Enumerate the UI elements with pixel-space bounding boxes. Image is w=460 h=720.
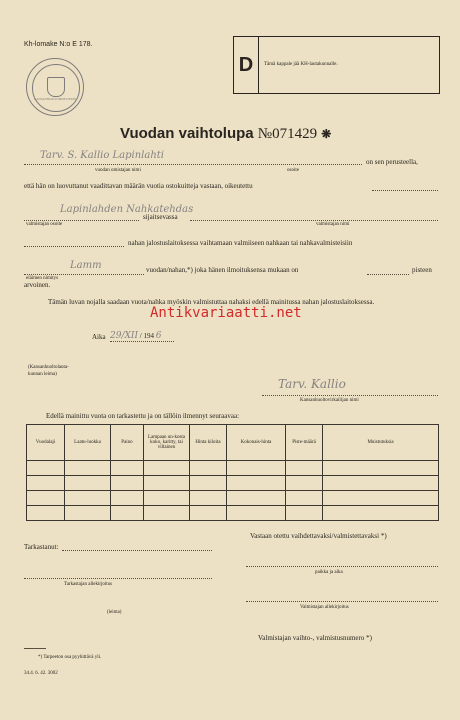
footnote-rule	[24, 648, 46, 649]
caption-valmistajan-nimi: valmistajan nimi	[316, 222, 350, 227]
line-2: että hän on luovuttanut vaadittavan määrän vuotia ostokuitteja vastaan, oikeutettu	[24, 182, 253, 190]
col-paino: Paino	[111, 425, 144, 461]
footnote: *) Tarpeeton osa pyyhittävä yli.	[38, 655, 102, 660]
valmistaja-sig-line	[246, 601, 438, 602]
caption-animal: eläimen nimitys	[26, 276, 59, 281]
table-row	[27, 476, 439, 491]
col-laatuluokka: Laatu-luokka	[65, 425, 111, 461]
col-vuodalaji: Vuodalaji	[27, 425, 65, 461]
tarkastaja-sig-line	[24, 578, 212, 579]
tarkastanut-label: Tarkastanut:	[24, 543, 59, 551]
asterisk-mark: ❋	[321, 127, 332, 141]
copy-box	[233, 36, 440, 94]
permit-number: №071429	[257, 126, 318, 142]
document-title	[120, 125, 331, 143]
watermark: Antikvariaatti.net	[150, 305, 302, 321]
hand-signature: Tarv. Kallio	[278, 377, 346, 391]
line-2-fill	[372, 190, 438, 191]
stamp-caption: (Kansanhuoltolauta-kunnan leima)	[28, 365, 69, 377]
col-kokonaishinta: Kokonais-hinta	[227, 425, 286, 461]
place-time-line	[246, 566, 438, 567]
caption-address: osoite	[287, 168, 299, 173]
hand-manufacturer: Lapinlahden Nahkatehdas	[60, 204, 194, 215]
tarkastanut-line	[62, 550, 212, 551]
aika-value: 29/XII / 194 6	[110, 331, 174, 342]
pisteen: pisteen	[412, 266, 432, 274]
copy-note: Tämä kappale jää KH-lautakunnalle.	[264, 62, 338, 67]
seal-text: KANSANHUOLTOMINISTERIÖ	[34, 97, 76, 101]
hand-animal: Lamm	[70, 260, 102, 271]
caption-leima: (leima)	[107, 610, 122, 615]
caption-tarkastaja-sig: Tarkastajan allekirjoitus	[64, 582, 113, 587]
sijaitsevassa-post	[190, 220, 438, 221]
col-hinta: Hinta kiloita	[190, 425, 227, 461]
sijaitsevassa-label: sijaitsevassa	[143, 213, 178, 221]
table-row	[27, 491, 439, 506]
line-4-pre	[24, 246, 124, 247]
aika-label: Aika	[92, 333, 106, 341]
line-5: vuodan/nahan,*) joka hänen ilmoituksensa mukaan on	[146, 266, 299, 274]
vastaan-otettu: Vastaan otettu vaihdettavaksi/valmistettavaksi *)	[250, 532, 387, 540]
form-id: Kh-lomake N:o E 178.	[24, 41, 93, 48]
coat-of-arms-icon	[47, 77, 65, 97]
table-row	[27, 506, 439, 521]
on-perusteella: on sen perusteella,	[366, 158, 418, 166]
hand-name: Tarv. S. Kallio Lapinlahti	[40, 150, 164, 161]
sijaitsevassa-pre	[24, 220, 139, 221]
caption-place-time: paikka ja aika	[315, 570, 343, 575]
valmistajan-numero: Valmistajan vaihto-, valmistusnumero *)	[258, 634, 372, 642]
title-text: Vuodan vaihtolupa	[120, 125, 254, 142]
table-row	[27, 461, 439, 476]
official-line	[262, 395, 438, 396]
arvoinen: arvoinen.	[24, 281, 51, 289]
col-muistutuksia: Muistutuksia	[323, 425, 439, 461]
caption-valmistaja-sig: Valmistajan allekirjoitus	[300, 605, 349, 610]
permit-paragraph: Tämän luvan nojalla saadaan vuota/nahka myöskin valmistuttaa nahaksi edellä mainitussa nahan jalostuslaitoksessa.	[48, 298, 375, 306]
col-lampaan: Lampaan un-kosta koko, karitty, tai villainen	[144, 425, 190, 461]
points-line	[367, 274, 409, 275]
caption-valmistajan-osoite: valmistajan osoite	[26, 222, 63, 227]
name-line	[24, 164, 362, 165]
inspection-table	[26, 424, 439, 521]
seal-stamp	[26, 58, 84, 116]
animal-line	[24, 274, 144, 275]
line-4: nahan jalostuslaitoksessa vaihtamaan valmiiseen nahkaan tai nahkavalmisteisiin	[128, 239, 353, 247]
caption-owner-name: vuodan omistajan nimi	[95, 168, 141, 173]
copy-letter: D	[238, 53, 254, 76]
official-caption: Kansanhuoltovirkailijan nimi	[300, 398, 359, 403]
copy-letter-box	[234, 37, 259, 93]
col-pistemaara: Piste-määrä	[286, 425, 323, 461]
print-code: 34.4. 6. 42. 3002	[24, 671, 58, 676]
inspected-line: Edellä mainittu vuota on tarkastettu ja on tällöin ilmennyt seuraavaa:	[46, 412, 240, 420]
